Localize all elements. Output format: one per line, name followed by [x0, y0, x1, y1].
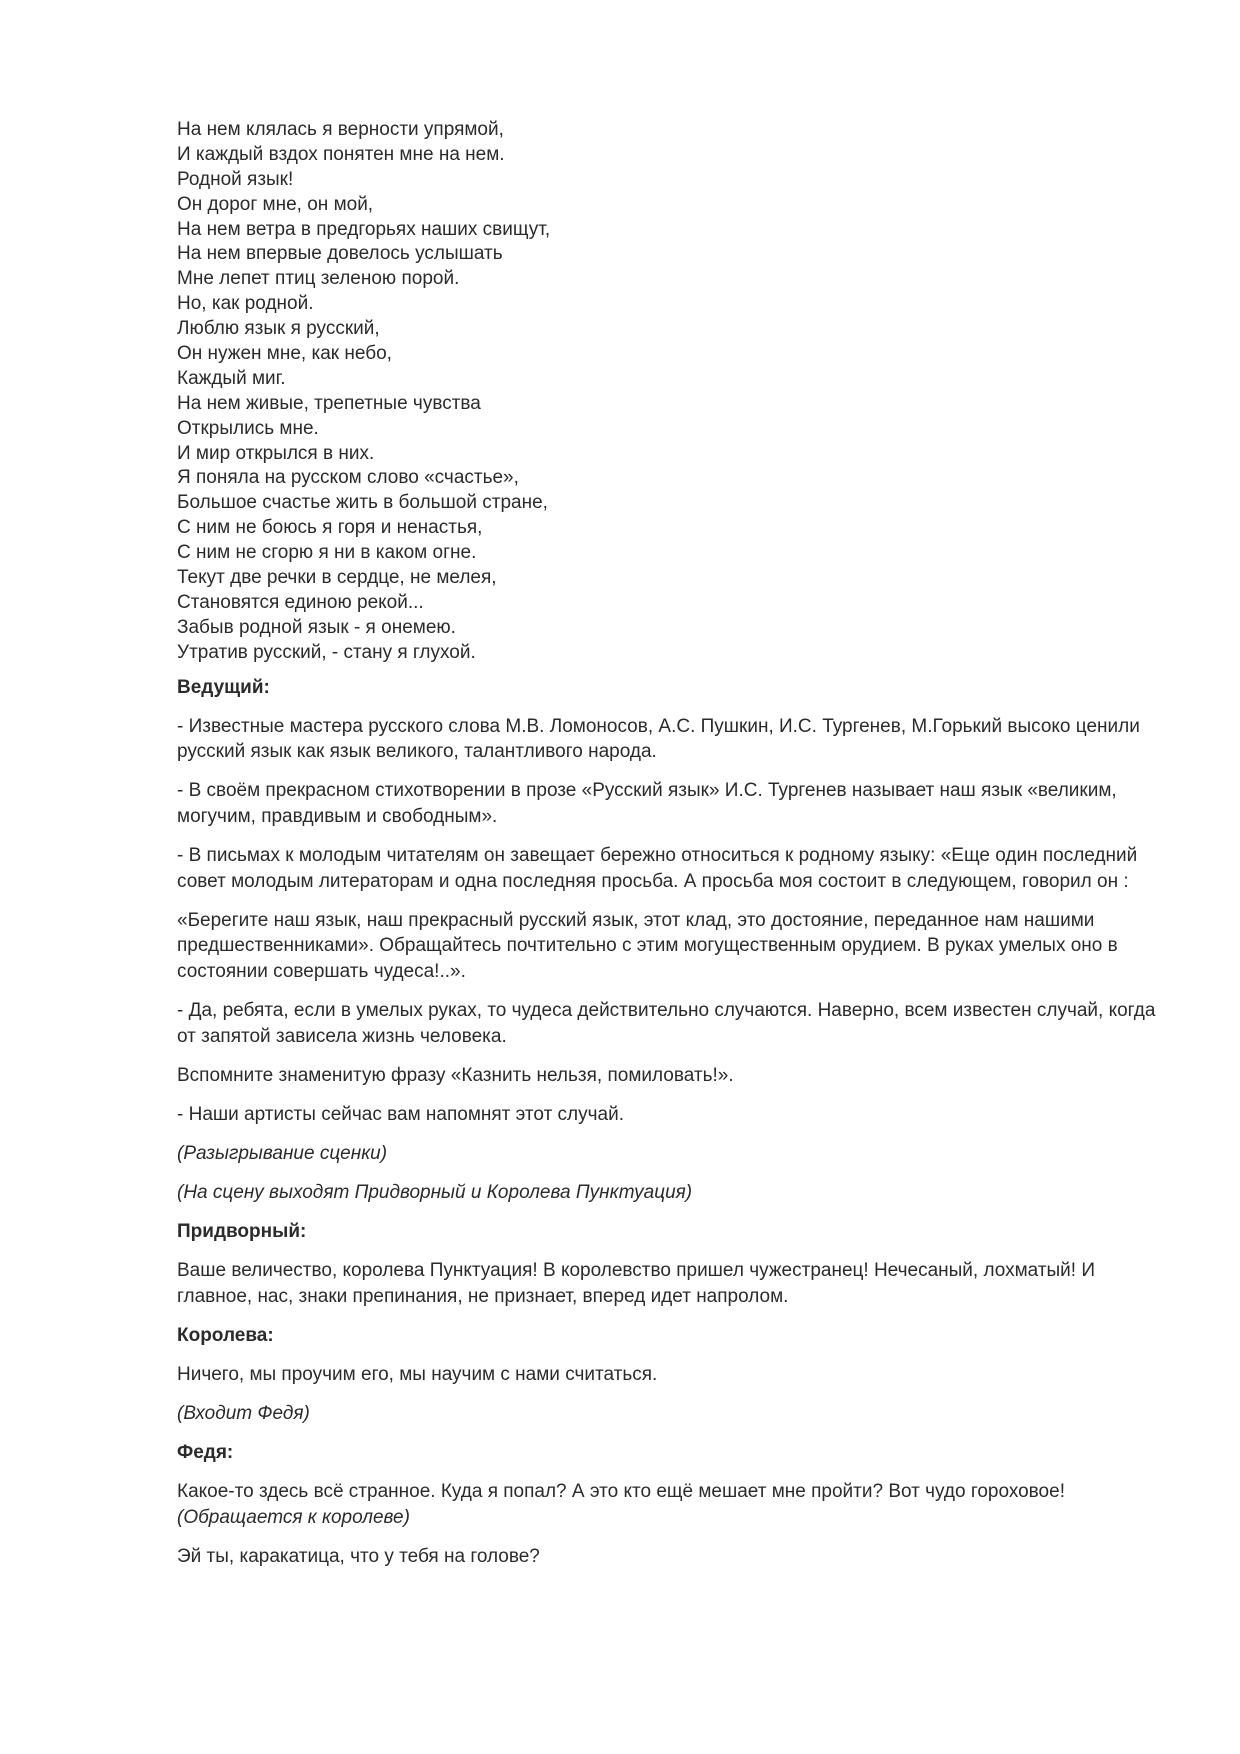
paragraph [177, 998, 1167, 1049]
text-run: Королева: [177, 1324, 274, 1346]
poem-line: И мир открылся в них. [177, 442, 375, 464]
speaker-heading [177, 1323, 1167, 1349]
poem-line: Большое счастье жить в большой стране, [177, 492, 548, 514]
poem [177, 118, 1167, 666]
paragraph [177, 1479, 1167, 1530]
text-run: «Берегите наш язык, наш прекрасный русский язык, этот клад, это достояние, переданное нам нашими предшественниками». Обращайтесь почтительно с этим могущественным орудием. В руках умелых оно в состоянии совершать чудеса!..». [177, 909, 1118, 982]
paragraph [177, 1362, 1167, 1388]
poem-line: Но, как родной. [177, 293, 314, 315]
poem-line: И каждый вздох понятен мне на нем. [177, 143, 505, 165]
poem-line: Забыв родной язык - я онемею. [177, 616, 456, 638]
speaker-heading [177, 1219, 1167, 1245]
text-run: - Да, ребята, если в умелых руках, то чудеса действительно случаются. Наверно, всем известен случай, когда от запятой зависела жизнь человека. [177, 1000, 1156, 1047]
stage-direction [177, 1401, 1167, 1427]
text-run: - В своём прекрасном стихотворении в прозе «Русский язык» И.С. Тургенев называет наш язык «великим, могучим, правдивым и свободным». [177, 780, 1117, 827]
poem-line: Становятся единою рекой... [177, 591, 424, 613]
poem-line: Текут две речки в сердце, не мелея, [177, 567, 497, 589]
paragraph [177, 1102, 1167, 1128]
text-run: Вспомните знаменитую фразу «Казнить нельзя, помиловать!». [177, 1064, 734, 1086]
poem-line: Утратив русский, - стану я глухой. [177, 641, 476, 663]
text-run: (Разыгрывание сценки) [177, 1142, 388, 1164]
paragraph [177, 843, 1167, 894]
poem-line: Открылись мне. [177, 417, 319, 439]
poem-line: Я поняла на русском слово «счастье», [177, 467, 519, 489]
text-run: - Известные мастера русского слова М.В. Ломоносов, А.С. Пушкин, И.С. Тургенев, М.Горький высоко ценили русский язык как язык великого, талантливого народа. [177, 715, 1140, 763]
stage-direction [177, 1180, 1167, 1206]
text-run: (Входит Федя) [177, 1403, 310, 1425]
poem-line: Он нужен мне, как небо, [177, 343, 392, 365]
script-body [177, 675, 1167, 1570]
document-page [177, 118, 1167, 1583]
poem-line: Каждый миг. [177, 367, 286, 389]
poem-line: На нем впервые довелось услышать [177, 243, 503, 265]
poem-line: Он дорог мне, он мой, [177, 193, 374, 215]
text-run: Придворный: [177, 1221, 307, 1243]
text-run: - В письмах к молодым читателям он завещает бережно относиться к родному языку: «Еще один последний совет молодым литераторам и одна последняя просьба. А просьба моя состоит в следующем, говорил он : [177, 845, 1138, 892]
text-run: Ничего, мы проучим его, мы научим с нами считаться. [177, 1363, 658, 1385]
text-run: - Наши артисты сейчас вам напомнят этот случай. [177, 1103, 624, 1125]
paragraph [177, 1258, 1167, 1309]
text-run: Ваше величество, королева Пунктуация! В королевство пришел чужестранец! Нечесаный, лохматый! И главное, нас, знаки препинания, не признает, вперед идет напролом. [177, 1260, 1096, 1307]
poem-line: Родной язык! [177, 168, 294, 190]
paragraph [177, 714, 1167, 765]
inline-stage-direction: (Обращается к королеве) [177, 1506, 410, 1528]
paragraph [177, 1544, 1167, 1570]
paragraph [177, 908, 1167, 985]
poem-line: Мне лепет птиц зеленою порой. [177, 268, 460, 290]
text-run: Ведущий: [177, 676, 270, 698]
text-run: Эй ты, каракатица, что у тебя на голове? [177, 1545, 540, 1567]
poem-line: С ним не сгорю я ни в каком огне. [177, 542, 477, 564]
text-run: (На сцену выходят Придворный и Королева Пунктуация) [177, 1182, 693, 1203]
paragraph [177, 1063, 1167, 1089]
speaker-heading [177, 1440, 1167, 1466]
stage-direction [177, 1141, 1167, 1167]
poem-line: На нем ветра в предгорьях наших свищут, [177, 218, 551, 240]
poem-line: На нем живые, трепетные чувства [177, 392, 481, 414]
text-run: Какое-то здесь всё странное. Куда я попал? А это кто ещё мешает мне пройти? Вот чудо гороховое! [177, 1481, 1065, 1503]
text-run: Федя: [177, 1442, 234, 1464]
poem-line: Люблю язык я русский, [177, 318, 380, 340]
speaker-heading [177, 675, 1167, 701]
poem-line: На нем клялась я верности упрямой, [177, 119, 504, 140]
poem-line: С ним не боюсь я горя и ненастья, [177, 517, 483, 539]
paragraph [177, 778, 1167, 829]
